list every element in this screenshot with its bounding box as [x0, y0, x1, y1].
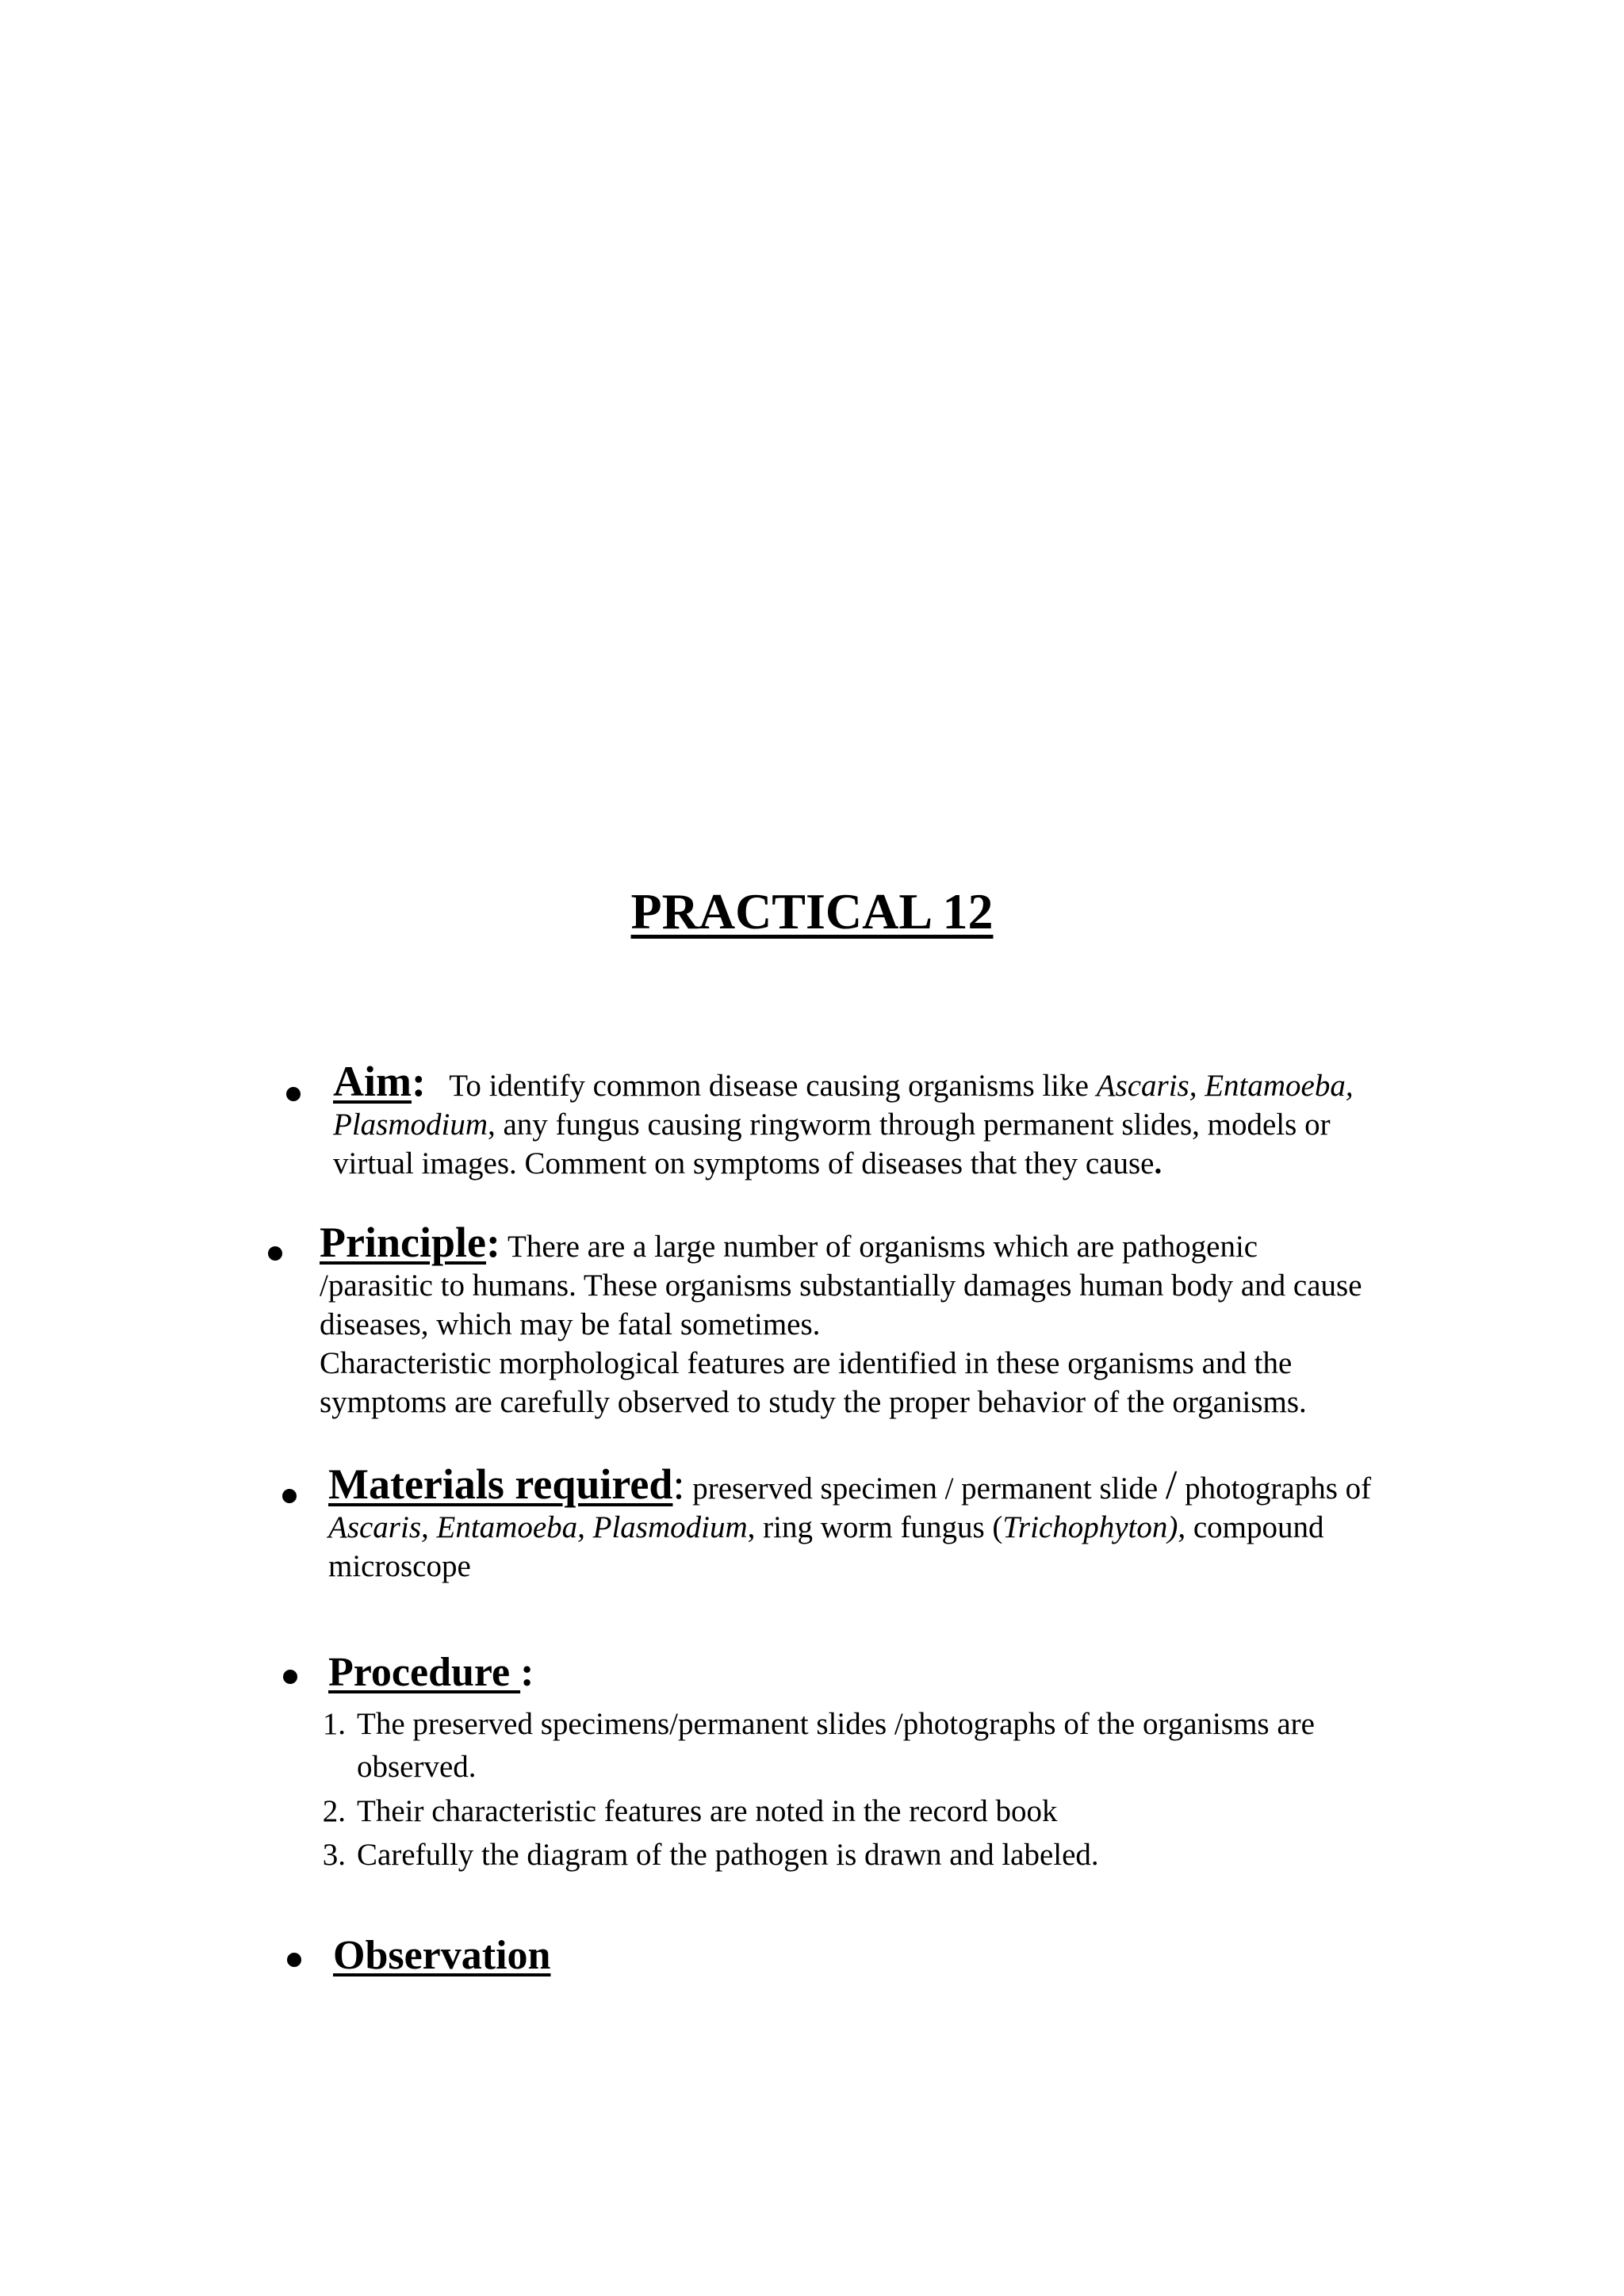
materials-italic-2: Trichophyton),	[1002, 1510, 1186, 1544]
principle-section	[320, 1219, 1588, 1422]
aim-colon: :	[411, 1058, 426, 1105]
materials-section	[328, 1460, 1597, 1586]
procedure-step-1-number: 1.	[322, 1707, 346, 1741]
materials-text-4: compound	[1193, 1510, 1324, 1544]
procedure-colon: :	[520, 1650, 534, 1695]
materials-slash: /	[1165, 1463, 1178, 1508]
procedure-step-3-number: 3.	[322, 1838, 346, 1872]
procedure-step-2	[306, 1790, 1575, 1833]
principle-line-5: symptoms are carefully observed to study the proper behavior of the organisms.	[320, 1385, 1307, 1419]
page-title-text: PRACTICAL 12	[630, 883, 994, 939]
aim-italic-1: Ascaris, Entamoeba,	[1096, 1069, 1354, 1103]
principle-line-3: diseases, which may be fatal sometimes.	[320, 1307, 821, 1341]
principle-line-1: There are a large number of organisms which are pathogenic	[508, 1230, 1258, 1264]
procedure-heading-row	[328, 1649, 534, 1696]
procedure-step-2-line-1: Their characteristic features are noted in the record book	[357, 1794, 1058, 1828]
procedure-step-2-number: 2.	[322, 1794, 346, 1828]
materials-colon: :	[672, 1460, 685, 1508]
procedure-step-1	[306, 1703, 1575, 1789]
observation-heading-row	[333, 1932, 550, 1979]
procedure-step-3-line-1: Carefully the diagram of the pathogen is drawn and labeled.	[357, 1838, 1099, 1872]
materials-text-3: , ring worm fungus (	[747, 1510, 1003, 1544]
aim-text-3: virtual images. Comment on symptoms of diseases that they cause	[333, 1146, 1155, 1181]
bullet-materials	[282, 1489, 297, 1503]
principle-colon: :	[485, 1219, 500, 1266]
bullet-principle	[268, 1246, 282, 1261]
aim-period: .	[1154, 1146, 1162, 1181]
materials-heading: Materials required	[328, 1460, 673, 1508]
aim-text-2: , any fungus causing ringworm through permanent slides, models or	[488, 1108, 1331, 1142]
bullet-procedure	[283, 1670, 297, 1684]
observation-heading: Observation	[333, 1933, 551, 1978]
materials-italic-1: Ascaris, Entamoeba, Plasmodium	[328, 1510, 748, 1544]
principle-line-4: Characteristic morphological features are identified in these organisms and the	[320, 1346, 1293, 1380]
procedure-step-1-line-1: The preserved specimens/permanent slides /photographs of the organisms are	[357, 1707, 1315, 1741]
aim-text-1: To identify common disease causing organisms like	[449, 1069, 1097, 1103]
page-title	[0, 883, 1624, 939]
aim-section	[333, 1058, 1570, 1183]
materials-text-5: microscope	[328, 1549, 471, 1583]
aim-italic-2: Plasmodium	[333, 1108, 488, 1142]
bullet-aim	[286, 1087, 301, 1101]
materials-text-2: photographs of	[1185, 1471, 1372, 1506]
materials-text-1: preserved specimen / permanent slide	[692, 1471, 1159, 1506]
procedure-heading: Procedure	[328, 1650, 521, 1695]
bullet-observation	[287, 1953, 301, 1967]
aim-heading: Aim	[333, 1058, 412, 1105]
procedure-step-3	[306, 1834, 1575, 1877]
principle-heading: Principle	[320, 1219, 486, 1266]
procedure-step-1-line-2: observed.	[357, 1750, 477, 1784]
principle-line-2: /parasitic to humans. These organisms substantially damages human body and cause	[320, 1269, 1362, 1303]
